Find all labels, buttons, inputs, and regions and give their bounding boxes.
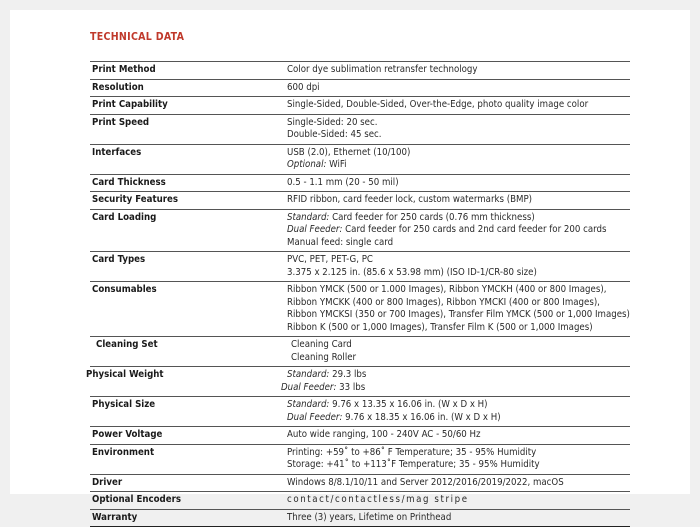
row-label: Cleaning Set [96,339,158,350]
table-row [90,97,630,115]
row-label: Security Features [92,194,179,205]
row-value: RFID ribbon, card feeder lock, custom watermarks (BMP) [287,194,533,205]
table-row [90,252,630,282]
table-row [90,174,630,192]
content-panel [10,10,690,523]
row-label: Print Method [92,64,156,75]
row-value: Windows 8/8.1/10/11 and Server 2012/2016/2019/2022, macOS [287,476,564,488]
row-value: Standard: 9.76 x 13.35 x 16.06 in. (W x D x H) Dual Feeder: 9.76 x 18.35 x 16.06 in. (W x D x H) [287,399,501,423]
row-label: Resolution [92,81,144,93]
row-label: Card Loading [92,211,157,223]
table-row [90,427,630,445]
table-row [90,62,630,80]
row-value: Standard: 29.3 lbs Dual Feeder: 33 lbs [281,369,367,393]
row-label: Card Types [92,254,146,265]
row-value: Color dye sublimation retransfer technology [287,64,478,75]
table-row [90,492,630,510]
row-value: Auto wide ranging, 100 - 240V AC - 50/60 Hz [287,429,481,440]
row-label: Power Voltage [92,429,163,440]
section-heading: TECHNICAL DATA [90,31,185,43]
row-value: Single-Sided, Double-Sided, Over-the-Edge, photo quality image color [287,99,589,110]
row-label: Print Speed [92,116,150,128]
table-row [90,509,630,527]
row-value: Single-Sided: 20 sec. Double-Sided: 45 sec. [287,116,382,140]
table-row [90,444,630,474]
row-label: Driver [92,476,123,488]
row-value: Standard: Card feeder for 250 cards (0.76 mm thickness) Dual Feeder: Card feeder for 250 cards and 2nd card feeder for 200 cards Manual feed: single card [287,211,607,248]
technical-data-table [86,61,630,527]
table-row [90,397,630,427]
row-label: Environment [92,446,155,458]
table-row [90,367,630,397]
row-value: PVC, PET, PET-G, PC 3.375 x 2.125 in. (85.6 x 53.98 mm) (ISO ID-1/CR-80 size) [287,254,537,278]
row-value: Printing: +59˚ to +86˚ F Temperature; 35 - 95% Humidity Storage: +41˚ to +113˚F Temperature; 35 - 95% Humidity [287,446,540,470]
row-value: USB (2.0), Ethernet (10/100) Optional: WiFi [287,146,411,170]
table-row [90,79,630,97]
table-row [90,144,630,174]
row-label: Physical Size [92,399,156,410]
row-label: Warranty [92,511,138,523]
table-row [90,114,630,144]
row-label: Interfaces [92,146,142,158]
row-value: Ribbon YMCK (500 or 1.000 Images), Ribbon YMCKH (400 or 800 Images), Ribbon YMCKK (400 or 800 Images), Ribbon YMCKI (400 or 800 Images), Ribbon YMCKSI (350 or 700 Images), Transfer Film YMCK (500 or 1,000 Images) Ribbon K (500 or 1,000 Images), Transfer Film K (500 or 1,000 Images) [287,284,630,333]
row-label: Print Capability [92,99,168,110]
row-value: 0.5 - 1.1 mm (20 - 50 mil) [287,176,399,188]
row-value: Three (3) years, Lifetime on Printhead [287,511,452,523]
row-value: contact/contactless/mag stripe [287,494,469,505]
table-row [90,474,630,492]
table-row [90,337,630,367]
table-row [90,209,630,252]
table-row [90,192,630,210]
row-label: Optional Encoders [92,494,181,505]
row-label: Card Thickness [92,176,166,188]
row-label: Consumables [92,284,157,295]
table-row [90,282,630,337]
row-value: 600 dpi [287,81,320,93]
row-label: Physical Weight [86,369,164,380]
row-value: Cleaning Card Cleaning Roller [291,339,357,363]
